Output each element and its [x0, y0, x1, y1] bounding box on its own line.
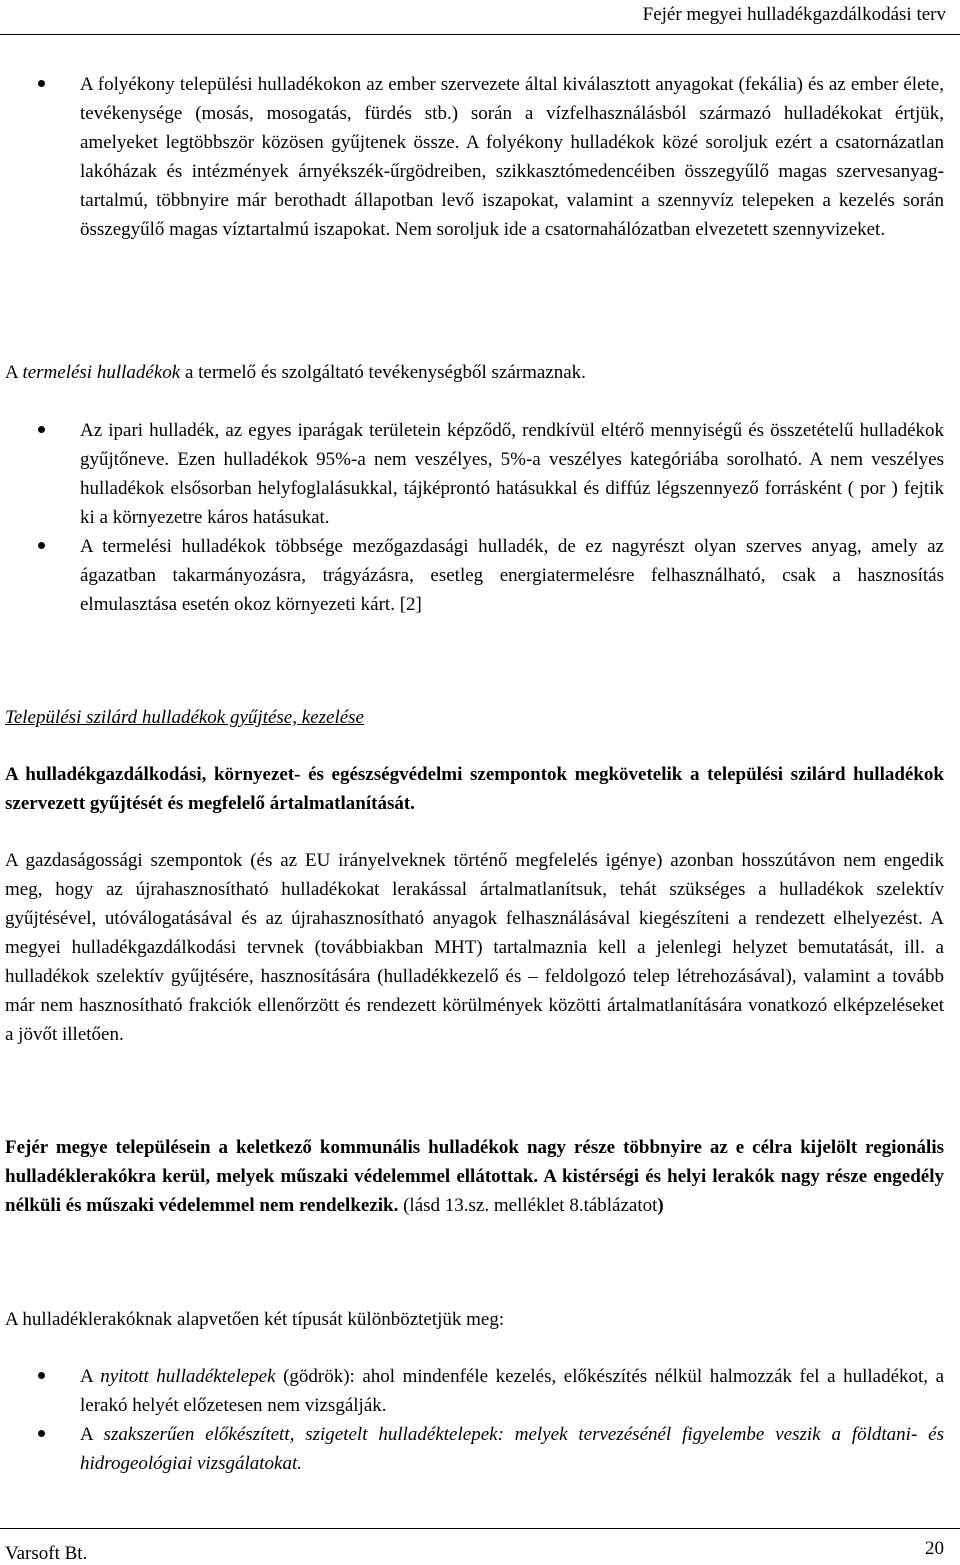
list-item: [0, 532, 960, 619]
liquid-waste-list: [0, 70, 960, 244]
production-waste-list: [0, 416, 960, 619]
footer-rule: [0, 1528, 960, 1529]
header-rule: [0, 34, 960, 35]
page-number: 20: [925, 1538, 944, 1559]
footer-company: Varsoft Bt.: [5, 1543, 88, 1564]
liquid-waste-text: A folyékony települési hulladékokon az ember szervezete által kiválasztott anyagokat (fekália) és az ember élete, tevékenysége (mosás, mosogatás, fürdés stb.) során a vízfelhasználásból származó hulladékokat értjük, amelyeket legtöbbször közösen gyűjtenek össze. A folyékony hulladékok közé soroljuk ezért a csatornázatlan lakóházak és intézmények árnyékszék-űrgödreiben, szikkasztómedencéiben összegyűlő magas szervesanyag-tartalmú, többnyire már berothadt állapotban levő iszapokat, valamint a szennyvíz telepeken a kezelés során összegyűlő magas víztartalmú iszapokat. Nem soroljuk ide a csatornahálózatban elvezetett szennyvizeket.: [80, 74, 944, 240]
landfill-types-intro: A hulladéklerakóknak alapvetően két típusát különböztetjük meg:: [5, 1309, 505, 1330]
bullet-icon: [38, 1372, 45, 1379]
section-bold-intro: A hulladékgazdálkodási, környezet- és egészségvédelmi szempontok megkövetelik a települési szilárd hulladékok szervezett gyűjtését és megfelelő ártalmatlanítását.: [5, 764, 944, 814]
list-item: [0, 1420, 960, 1478]
bullet-icon: [38, 1430, 45, 1437]
fejer-paragraph: Fejér megye településein a keletkező kommunális hulladékok nagy része többnyire az e célra kijelölt regionális hulladéklerakókra kerül, melyek műszaki védelemmel ellátottak. A kistérségi és helyi lerakók nagy része engedély nélküli és műszaki védelemmel nem rendelkezik. (lásd 13.sz. melléklet 8.táblázatot): [5, 1137, 944, 1216]
economic-paragraph: A gazdaságossági szempontok (és az EU irányelveknek történő megfelelés igénye) azonban hosszútávon nem engedik meg, hogy az újrahasznosítható hulladékokat lerakással ártalmatlanítsuk, tehát szükséges a hulladékok szelektív gyűjtésével, utóválogatásával és az újrahasznosítható anyagok felhasználásával kiegészíteni a rendezett elhelyezést. A megyei hulladékgazdálkodási tervnek (továbbiakban MHT) tartalmaznia kell a jelenlegi helyzet bemutatását, ill. a hulladékok szelektív gyűjtésére, hasznosítására (hulladékkezelő és – feldolgozó telep létrehozásával), valamint a tovább már nem hasznosítható frakciók ellenőrzött és rendezett körülmények közötti ártalmatlanítására vonatkozó elképzeléseket a jövőt illetően.: [5, 850, 944, 1045]
page-header: Fejér megyei hulladékgazdálkodási terv: [642, 4, 946, 25]
bullet-icon: [38, 542, 45, 549]
list-item: [0, 1362, 960, 1420]
production-waste-intro: A termelési hulladékok a termelő és szolgáltató tevékenységből származnak.: [5, 362, 586, 383]
landfill-types-list: [0, 1362, 960, 1478]
agricultural-waste-text: A termelési hulladékok többsége mezőgazdasági hulladék, de ez nagyrészt olyan szerves anyag, amely az ágazatban takarmányozásra, trágyázásra, esetleg energiatermelésre felhasználható, csak a hasznosítás elmulasztása esetén okoz környezeti kárt. [2]: [80, 536, 944, 615]
engineered-landfill-text: A szakszerűen előkészített, szigetelt hulladéktelepek: melyek tervezésénél figyelembe veszik a földtani- és hidrogeológiai vizsgálatokat.: [80, 1424, 944, 1474]
industrial-waste-text: Az ipari hulladék, az egyes iparágak területein képződő, rendkívül eltérő mennyiségű és összetételű hulladékok gyűjtőneve. Ezen hulladékok 95%-a nem veszélyes, 5%-a veszélyes kategóriába sorolható. A nem veszélyes hulladékok elsősorban helyfoglalásukkal, tájképrontó hatásukkal és diffúz légszennyező forrásként ( por ) fejtik ki a környezetre káros hatásukat.: [80, 420, 944, 528]
bullet-icon: [38, 80, 45, 87]
bullet-icon: [38, 426, 45, 433]
section-heading: Települési szilárd hulladékok gyűjtése, kezelése: [5, 707, 364, 728]
open-landfill-text: A nyitott hulladéktelepek (gödrök): ahol mindenféle kezelés, előkészítés nélkül halmozzák fel a hulladékot, a lerakó helyét előzetesen nem vizsgálják.: [80, 1366, 945, 1416]
list-item: [0, 416, 960, 532]
list-item: [0, 70, 960, 244]
production-waste-term: termelési hulladékok: [22, 362, 181, 383]
